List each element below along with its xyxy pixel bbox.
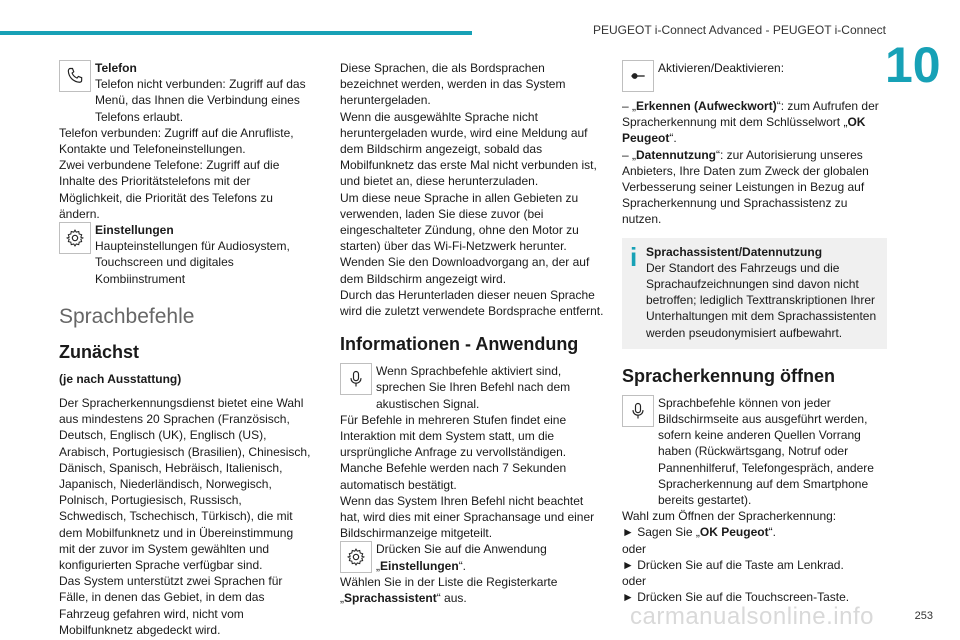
telefon-title: Telefon <box>95 61 137 75</box>
paragraph-entfernt: Durch das Herunterladen dieser neuen Sprache wird die zuletzt verwendete Bordsprache entfernt. <box>340 287 604 319</box>
subheading-ausstattung: (je nach Ausstattung) <box>59 371 182 386</box>
mic-text: Wenn Sprachbefehle aktiviert sind, sprechen Sie Ihren Befehl nach dem akustischen Signal. <box>376 364 571 411</box>
option-lenkrad: ► Drücken Sie auf die Taste am Lenkrad. <box>622 557 844 572</box>
paragraph-7-sekunden: Manche Befehle werden nach 7 Sekunden automatisch bestätigt. <box>340 461 567 492</box>
settings-gear-icon <box>340 541 372 573</box>
telefon-block <box>59 60 312 125</box>
mic-block <box>340 363 605 412</box>
gear-icon <box>59 222 91 254</box>
app-settings-text: Drücken Sie auf die Anwendung „Einstellungen“. <box>376 542 547 573</box>
paragraph-sprachen: Der Spracherkennungsdienst bietet eine Wahl aus mindestens 20 Sprachen (Französisch, Deutsch, Englisch (UK), Englisch (US), Arabisch, Portugiesisch (Brasilien), Chinesisch, Dänisch, Spanisch, Hebräisch, Italienisch, Japanisch, Niederländisch, Norwegisch, Polnisch, Portugiesisch, Russisch, Schwedisch, Tschechisch, Türkisch), die mit dem Mobilfunknetz und in Übereinstimmung mit der zuvor im System gewählten und konfigurierten Sprache verfügbar sind. <box>59 396 311 573</box>
page-number: 253 <box>914 610 933 622</box>
open-mic-block <box>622 395 887 508</box>
paragraph-stufen: Für Befehle in mehreren Stufen findet eine Interaktion mit dem System statt, um die ursprüngliche Anfrage zu vervollständigen. <box>340 412 567 460</box>
column-3 <box>622 60 887 605</box>
heading-spracherkennung-oeffnen: Spracherkennung öffnen <box>622 365 836 386</box>
paragraph-bordsprachen: Diese Sprachen, die als Bordsprachen bezeichnet werden, werden in das System heruntergeladen. <box>340 61 566 108</box>
or-text-2: oder <box>622 574 647 589</box>
telefon-line-3: Zwei verbundene Telefone: Zugriff auf die Inhalte des Prioritätstelefons mit der Möglichkeit, die Priorität des Telefons zu ändern. <box>59 158 280 221</box>
toggle-text: Aktivieren/Deaktivieren: <box>658 61 785 75</box>
or-text-1: oder <box>622 541 647 556</box>
list-item-erkennen: – „Erkennen (Aufweckwort)“: zum Aufrufen der Spracherkennung mit dem Schlüsselwort „OK Peugeot“. <box>622 99 879 146</box>
einstellungen-title: Einstellungen <box>95 223 174 238</box>
toggle-block <box>622 60 887 92</box>
paragraph-wifi: Um diese neue Sprache in allen Gebieten zu verwenden, laden Sie diese zuvor (bei eingeschalteter Zündung, ohne den Motor zu starten) über das Wi-Fi-Netzwerk herunter. <box>340 190 579 254</box>
option-ok-peugeot: ► Sagen Sie „OK Peugeot“. <box>622 525 776 540</box>
microphone-icon <box>622 395 654 427</box>
telefon-line-1: Telefon nicht verbunden: Zugriff auf das Menü, das Ihnen die Verbindung eines Telefons erlaubt. <box>95 77 306 124</box>
einstellungen-block <box>59 222 312 287</box>
paragraph-zwei-sprachen: Das System unterstützt zwei Sprachen für Fälle, in denen das Gebiet, in dem das Fahrzeug gefahren wird, nicht vom Mobilfunknetz abgedeckt wird. <box>59 574 283 637</box>
option-touchscreen: ► Drücken Sie auf die Touchscreen-Taste. <box>622 590 850 605</box>
app-settings-block <box>340 541 605 573</box>
chapter-number: 10 <box>885 37 941 93</box>
list-item-datennutzung: – „Datennutzung“: zur Autorisierung unseres Anbieters, Ihre Daten zum Zweck der globalen Verbesserung seiner Leistungen in Bezug auf Spracherkennung und Sprachassistenz zu nutzen. <box>622 147 869 227</box>
toggle-switch-icon <box>622 60 654 92</box>
telefon-line-2: Telefon verbunden: Zugriff auf die Anrufliste, Kontakte und Telefoneinstellungen. <box>59 125 294 157</box>
paragraph-meldung: Wenn die ausgewählte Sprache nicht heruntergeladen wurde, wird eine Meldung auf dem Bildschirm angezeigt, sobald das Mobilfunknetz das erste Mal nicht verbunden ist, und bietet an, diese herunterzuladen. <box>340 109 597 189</box>
open-mic-text: Sprachbefehle können von jeder Bildschirmseite aus ausgeführt werden, sofern keine anderen Quellen Vorrang haben (Rückwärtsgang, Notruf oder Pannenhilferuf, Telefongespräch, andere Spracherkennung auf dem Smartphone bereits gestartet). <box>658 395 874 508</box>
column-2 <box>340 60 605 606</box>
info-box-text: Der Standort des Fahrzeugs und die Sprachaufzeichnungen sind davon nicht betroffen; lediglich Texttranskriptionen Ihrer Unterhaltungen mit dem Sprachassistenten werden pseudonymisiert aufbewahrt. <box>646 260 877 340</box>
heading-zunaechst: Zunächst <box>59 341 140 362</box>
registerkarte-text: Wählen Sie in der Liste die Registerkarte „Sprachassistent“ aus. <box>340 574 558 606</box>
running-header: PEUGEOT i-Connect Advanced - PEUGEOT i-Connect <box>592 23 886 37</box>
info-box <box>622 238 887 349</box>
einstellungen-text: Haupteinstellungen für Audiosystem, Touchscreen und digitales Kombiinstrument <box>95 239 290 286</box>
paragraph-download: Wenden Sie den Downloadvorgang an, der auf dem Bildschirm angezeigt wird. <box>340 255 590 286</box>
info-box-title: Sprachassistent/Datennutzung <box>646 244 823 259</box>
section-title-sprachbefehle: Sprachbefehle <box>59 304 195 328</box>
choice-intro: Wahl zum Öffnen der Spracherkennung: <box>622 509 837 524</box>
microphone-icon <box>340 363 372 395</box>
watermark: carmanualsonline.info <box>630 603 874 630</box>
phone-icon <box>59 60 91 92</box>
heading-informationen: Informationen - Anwendung <box>340 334 579 355</box>
info-icon: i <box>630 241 638 272</box>
header-accent-bar <box>0 31 472 35</box>
paragraph-nicht-beachtet: Wenn das System Ihren Befehl nicht beachtet hat, wird dies mit einer Sprachansage und einer Bildschirmanzeige mitgeteilt. <box>340 493 595 541</box>
column-1 <box>59 60 312 638</box>
